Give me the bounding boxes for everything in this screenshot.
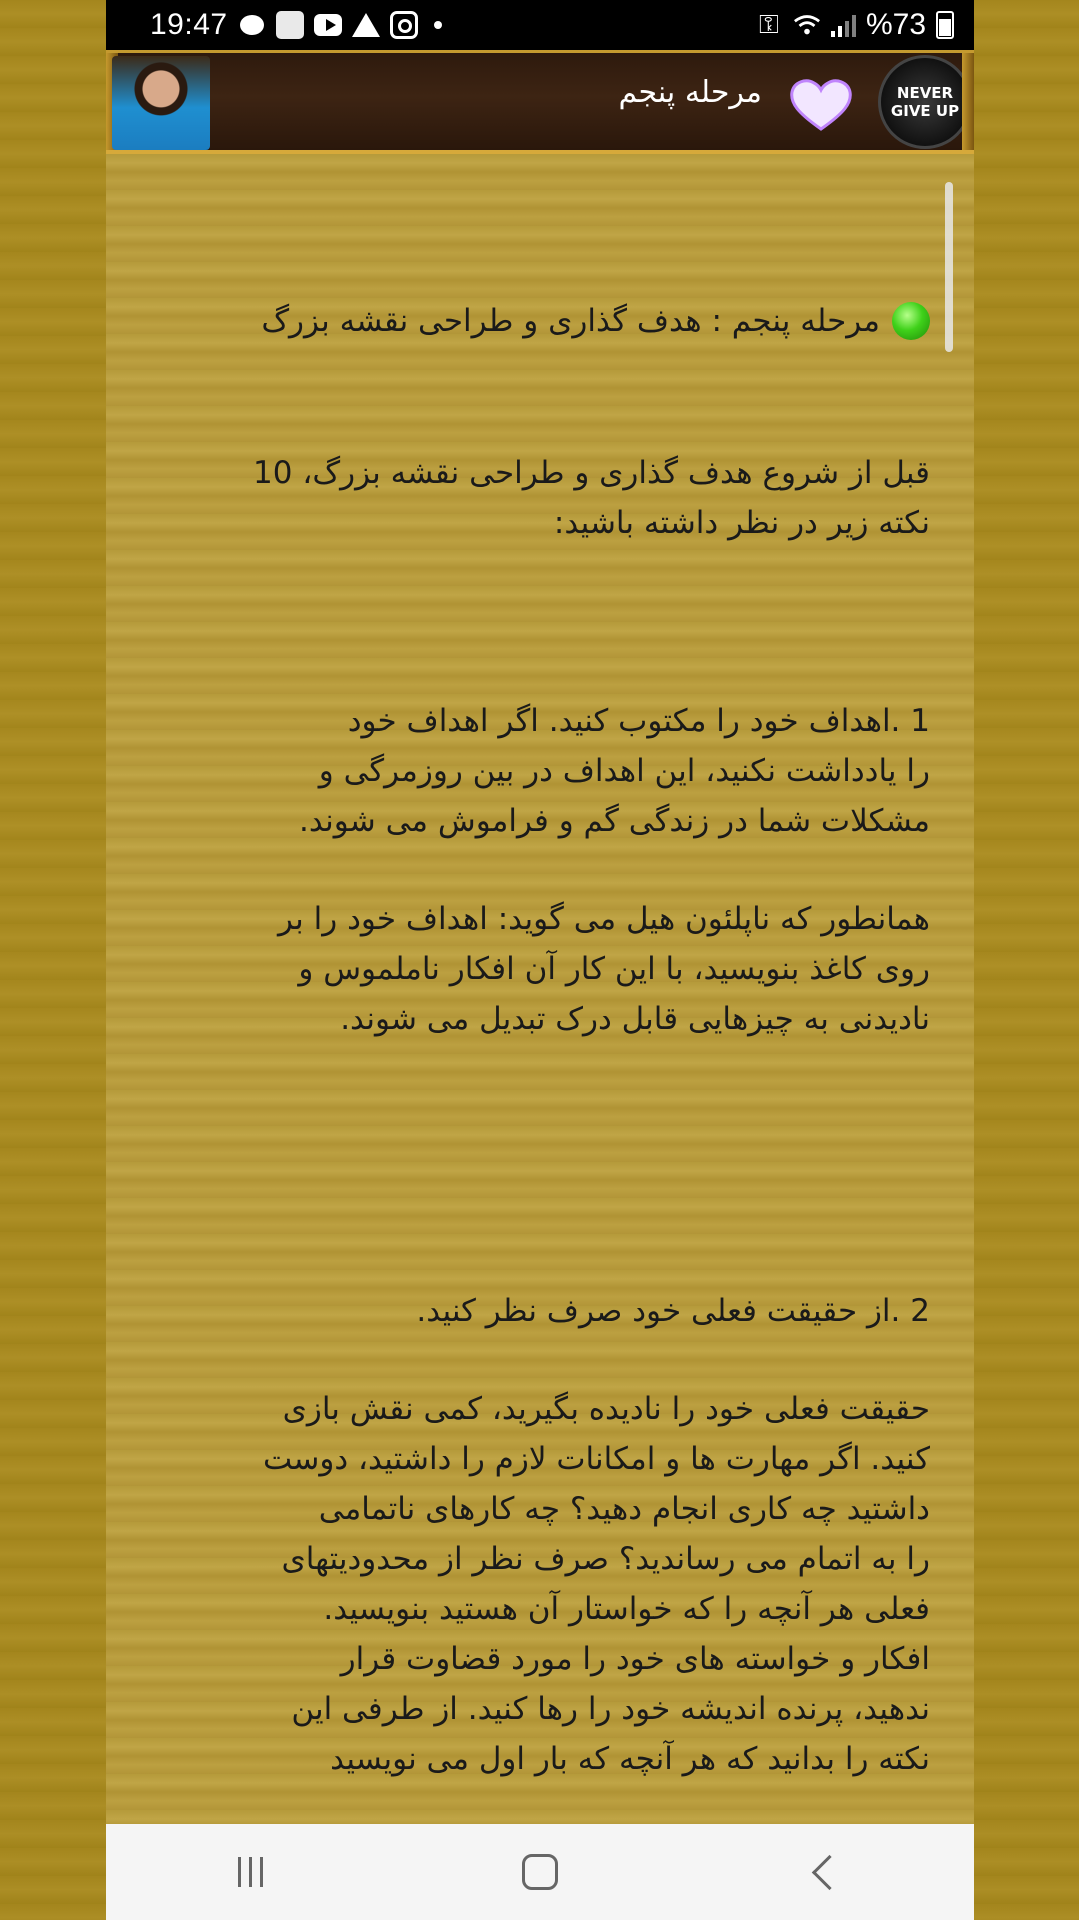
scrollbar[interactable] [945,182,953,352]
text-line: نکته زیر در نظر داشته باشید: [553,505,930,541]
status-left [150,8,442,42]
text-line: 1 .اهداف خود را مکتوب کنید. اگر اهداف خود [347,703,930,739]
recent-apps-button[interactable] [211,1842,291,1902]
text-line: کنید. اگر مهارت ها و امکانات لازم را داشتید، دوست [262,1441,930,1477]
phone-screen [106,0,974,1920]
paragraph-4 [140,1384,930,1784]
home-icon [522,1854,558,1890]
text-line: نادیدنی به چیزهایی قابل درک تبدیل می شوند. [340,1001,930,1037]
text-line: قبل از شروع هدف گذاری و طراحی نقشه بزرگ، 10 [253,455,930,491]
text-line: داشتید چه کاری انجام دهید؟ چه کارهای ناتمامی [318,1491,930,1527]
battery-icon [936,11,954,39]
text-line: افکار و خواسته های خود را مورد قضاوت قرار [340,1641,930,1677]
navigation-bar [106,1824,974,1920]
text-line: را یادداشت نکنید، این اهداف در بین روزمرگی و [318,753,930,789]
instagram-icon [390,11,418,39]
warning-icon [352,11,380,39]
badge-line-1: NEVER [896,84,954,102]
text-line: ندهید، پرنده اندیشه خود را رها کنید. از طرفی این [291,1691,930,1727]
dot-icon [434,21,442,29]
paragraph-3 [140,1286,930,1336]
page-title: مرحله پنجم [618,75,762,110]
text-line: حقیقت فعلی خود را نادیده بگیرید، کمی نقش بازی [282,1391,930,1427]
app-header [106,50,974,154]
status-time: 19:47 [150,8,228,41]
signal-icon [831,13,856,37]
paragraph-1 [140,696,930,846]
home-button[interactable] [500,1842,580,1902]
battery-percent: %73 [865,8,926,41]
chat-bubble-icon [238,11,266,39]
back-button[interactable] [789,1842,869,1902]
heading-text: مرحله پنجم : هدف گذاری و طراحی نقشه بزرگ [261,303,880,339]
left-background-blur [0,0,106,1920]
wifi-icon [793,11,821,39]
right-background-blur [974,0,1079,1920]
content-area[interactable] [106,154,974,1824]
recent-apps-icon [238,1857,263,1887]
badge-line-2: GIVE UP [890,102,960,120]
intro-paragraph [140,448,930,548]
text-line: را به اتمام می رساندید؟ صرف نظر از محدودیتهای [281,1541,930,1577]
never-give-up-badge[interactable] [878,55,972,149]
text-line: فعلی هر آنچه را که خواستار آن هستید بنویسید. [323,1591,930,1627]
app-icon [276,11,304,39]
green-bullet-icon [892,302,930,340]
status-bar [106,0,974,50]
section-heading [261,296,930,346]
text-line: 2 .از حقیقت فعلی خود صرف نظر کنید. [416,1293,930,1329]
youtube-icon [314,11,342,39]
avatar[interactable] [112,56,210,150]
paragraph-2 [140,894,930,1044]
text-line: روی کاغذ بنویسید، با این کار آن افکار ناملموس و [298,951,930,987]
text-line: همانطور که ناپلئون هیل می گوید: اهداف خود را بر [278,901,930,937]
heart-icon[interactable] [788,77,854,133]
back-icon [812,1854,847,1889]
text-line: مشکلات شما در زندگی گم و فراموش می شوند. [298,803,930,839]
text-line: نکته را بدانید که هر آنچه که بار اول می نویسید [330,1741,930,1777]
status-right [755,8,954,42]
key-icon: ⚿ [759,9,779,40]
